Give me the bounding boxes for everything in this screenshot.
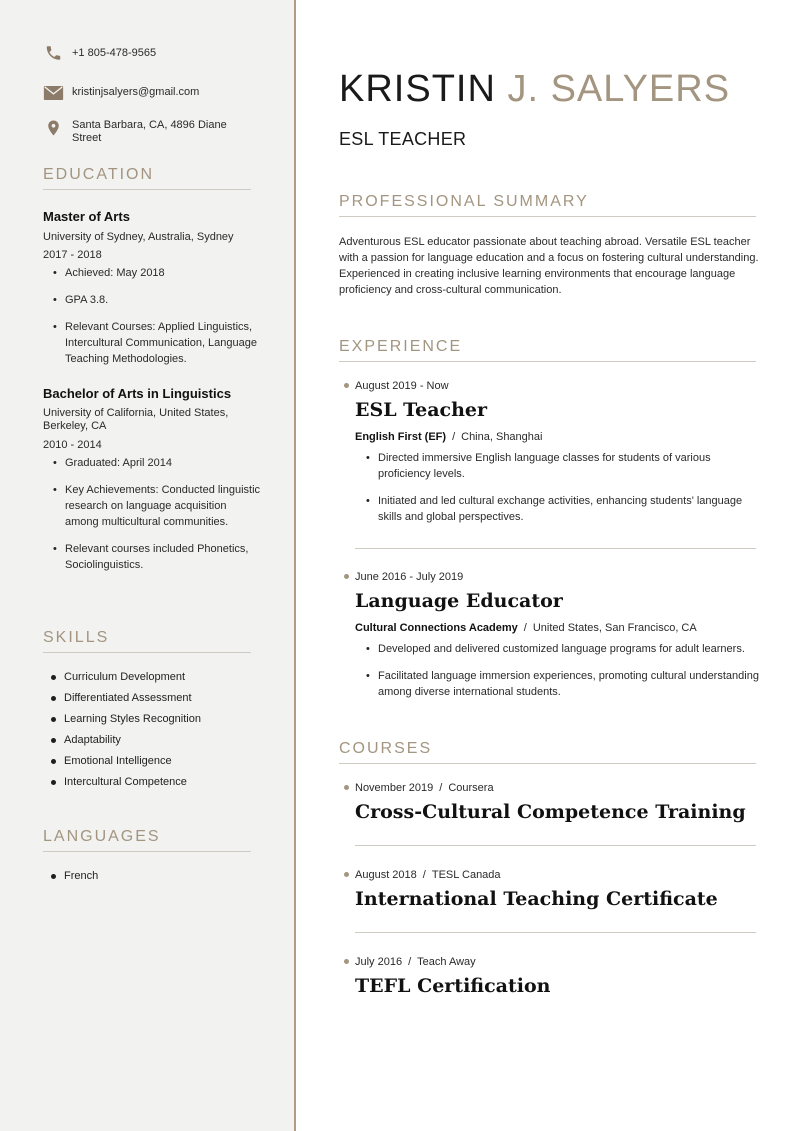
education-heading: EDUCATION <box>43 166 251 190</box>
contact-address <box>43 119 263 145</box>
entry-separator <box>355 548 756 549</box>
courses-heading: COURSES <box>339 740 756 764</box>
course-title: Cross-Cultural Competence Training <box>355 801 746 823</box>
experience-date <box>344 380 449 392</box>
list-item: • Relevant Courses: Applied Linguistics, Intercultural Communication, Language Teaching Methodologies. <box>53 319 263 367</box>
skills-heading: SKILLS <box>43 629 251 653</box>
education-dates: 2017 - 2018 <box>43 249 102 261</box>
course-provider: Teach Away <box>417 956 476 968</box>
list-item: • Directed immersive English language classes for students of various proficiency levels. <box>366 450 766 482</box>
education-school: University of California, United States, Berkeley, CA <box>43 407 229 432</box>
list-item: • Achieved: May 2018 <box>53 265 263 281</box>
education-bullets <box>53 265 263 378</box>
experience-title: Language Educator <box>355 590 563 612</box>
list-item: • Relevant courses included Phonetics, Sociolinguistics. <box>53 541 263 573</box>
experience-bullets <box>366 641 766 711</box>
bullet-dot-icon <box>344 785 349 790</box>
course-date: July 2016 / Teach Away <box>344 956 476 968</box>
course-provider: TESL Canada <box>431 869 501 881</box>
skill-item: Differentiated Assessment <box>50 692 260 713</box>
mail-icon <box>43 84 64 102</box>
education-degree: Master of Arts <box>43 209 130 224</box>
candidate-name <box>339 68 730 111</box>
bullet-dot-icon <box>344 383 349 388</box>
course-title: International Teaching Certificate <box>355 888 718 910</box>
education-degree: Bachelor of Arts in Linguistics <box>43 386 232 401</box>
entry-separator <box>355 932 756 933</box>
date-text: July 2016 <box>355 956 403 968</box>
skill-item: Learning Styles Recognition <box>50 713 260 734</box>
bullet-dot-icon <box>344 872 349 877</box>
skill-item: Intercultural Competence <box>50 776 260 797</box>
job-role: ESL TEACHER <box>339 129 467 149</box>
education-bullets <box>53 455 263 584</box>
education-dates: 2010 - 2014 <box>43 439 102 451</box>
course-title: TEFL Certification <box>355 975 551 997</box>
course-date: August 2018 / TESL Canada <box>344 869 501 881</box>
experience-title: ESL Teacher <box>355 399 488 421</box>
entry-separator <box>355 845 756 846</box>
bullet-dot-icon <box>344 959 349 964</box>
column-divider <box>294 0 296 1131</box>
first-name: KRISTIN <box>339 68 496 110</box>
skill-item: Emotional Intelligence <box>50 755 260 776</box>
languages-heading: LANGUAGES <box>43 828 251 852</box>
skill-item: Adaptability <box>50 734 260 755</box>
date-text: June 2016 - July 2019 <box>355 571 464 583</box>
last-name: J. SALYERS <box>507 68 731 110</box>
list-item: • Initiated and led cultural exchange activities, enhancing students' language skills and global perspectives. <box>366 493 766 525</box>
list-item: • Facilitated language immersion experiences, promoting cultural understanding among diverse international students. <box>366 668 766 700</box>
date-text: August 2019 - Now <box>355 380 449 392</box>
experience-heading: EXPERIENCE <box>339 338 756 362</box>
date-text: August 2018 <box>355 869 417 881</box>
list-item: • Key Achievements: Conducted linguistic research on language acquisition among multicultural communities. <box>53 482 263 530</box>
location-pin-icon <box>43 119 64 137</box>
org-name: English First (EF) <box>355 431 447 443</box>
org-location: China, Shanghai <box>461 431 543 443</box>
list-item: • Developed and delivered customized language programs for adult learners. <box>366 641 766 657</box>
email-text[interactable]: kristinjsalyers@gmail.com <box>72 86 200 98</box>
skills-list <box>50 671 260 797</box>
contact-email <box>43 84 263 102</box>
address-text: Santa Barbara, CA, 4896 Diane Street <box>72 119 227 144</box>
summary-heading: PROFESSIONAL SUMMARY <box>339 193 756 217</box>
contact-phone <box>43 44 263 62</box>
phone-icon <box>43 44 64 62</box>
course-date: November 2019 / Coursera <box>344 782 494 794</box>
education-school: University of Sydney, Australia, Sydney <box>43 231 234 243</box>
summary-text: Adventurous ESL educator passionate about teaching abroad. Versatile ESL teacher with a passion for language education and a focus on fostering cultural understanding. Experienced in creating inclusive learning environments that encourage language proficiency and cross-cultural communication. <box>339 236 759 296</box>
org-name: Cultural Connections Academy <box>355 622 518 634</box>
language-item: French <box>50 870 260 891</box>
experience-date <box>344 571 463 583</box>
date-text: November 2019 <box>355 782 434 794</box>
experience-bullets <box>366 450 766 536</box>
list-item: • GPA 3.8. <box>53 292 263 308</box>
list-item: • Graduated: April 2014 <box>53 455 263 471</box>
phone-text[interactable]: +1 805-478-9565 <box>72 47 157 59</box>
languages-list <box>50 870 260 891</box>
experience-org: Cultural Connections Academy / United States, San Francisco, CA <box>355 622 697 634</box>
experience-org: English First (EF) / China, Shanghai <box>355 431 543 443</box>
skill-item: Curriculum Development <box>50 671 260 692</box>
course-provider: Coursera <box>448 782 494 794</box>
bullet-dot-icon <box>344 574 349 579</box>
org-location: United States, San Francisco, CA <box>532 622 697 634</box>
